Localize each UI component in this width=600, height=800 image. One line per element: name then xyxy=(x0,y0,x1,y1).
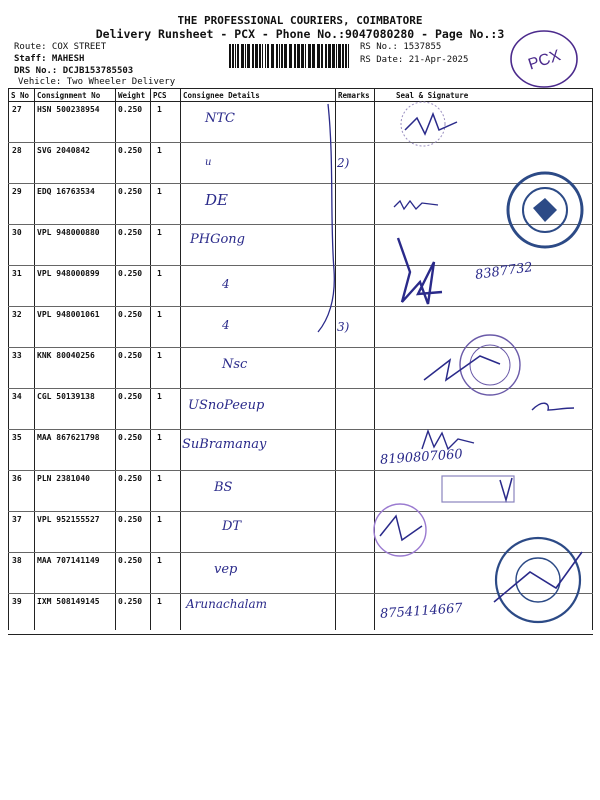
row-sno: 30 xyxy=(12,228,22,237)
signature-30-31 xyxy=(390,232,450,312)
column-header-consignee: Consignee Details xyxy=(183,91,260,100)
row-consignment: MAA 707141149 xyxy=(37,556,100,565)
row-consignee-handwriting: 4 xyxy=(222,318,230,332)
row-weight: 0.250 xyxy=(118,105,143,114)
route-label: Route: COX STREET xyxy=(14,42,107,52)
drs-label: DRS No.: DCJB153785503 xyxy=(14,66,134,76)
barcode-bar xyxy=(271,44,274,68)
rs-date: RS Date: 21-Apr-2025 xyxy=(360,55,469,65)
barcode-bar xyxy=(276,44,278,68)
barcode-bar xyxy=(262,44,263,68)
barcode-bar xyxy=(241,44,244,68)
row-sno: 31 xyxy=(12,269,22,278)
row-sno: 33 xyxy=(12,351,22,360)
row-pcs: 1 xyxy=(157,187,162,196)
signature-note-35: 8190807060 xyxy=(379,447,464,468)
company-title: THE PROFESSIONAL COURIERS, COIMBATORE xyxy=(177,14,423,27)
row-sno: 38 xyxy=(12,556,22,565)
row-sno: 36 xyxy=(12,474,22,483)
barcode-bar xyxy=(284,44,287,68)
signature-27 xyxy=(395,100,475,150)
row-weight: 0.250 xyxy=(118,351,143,360)
row-sno: 27 xyxy=(12,105,22,114)
pcx-stamp-text: PCX xyxy=(526,47,563,74)
row-sno: 39 xyxy=(12,597,22,606)
table-bottom-border xyxy=(8,634,593,635)
row-pcs: 1 xyxy=(157,433,162,442)
row-remarks-handwriting: 3) xyxy=(337,320,350,334)
seal-stamp-enterprises xyxy=(490,532,586,628)
barcode-bar xyxy=(265,44,266,68)
seal-stamp-37 xyxy=(366,500,436,560)
barcode-bar xyxy=(325,44,327,68)
barcode-bar xyxy=(321,44,323,68)
barcode-bar xyxy=(332,44,335,68)
barcode-bar xyxy=(267,44,269,68)
row-weight: 0.250 xyxy=(118,556,143,565)
column-header-remarks: Remarks xyxy=(338,91,370,100)
column-header-pcs: PCS xyxy=(153,91,167,100)
col-divider xyxy=(115,88,116,630)
barcode-bar xyxy=(338,44,341,68)
col-divider xyxy=(150,88,151,630)
row-weight: 0.250 xyxy=(118,228,143,237)
signature-33 xyxy=(420,350,510,390)
barcode-bar xyxy=(312,44,315,68)
column-header-weight: Weight xyxy=(118,91,146,100)
barcode-bar xyxy=(305,44,306,68)
barcode-bar xyxy=(308,44,311,68)
barcode-bar xyxy=(345,44,347,68)
row-consignment: MAA 867621798 xyxy=(37,433,100,442)
barcode-bar xyxy=(297,44,300,68)
column-header-sno: S No xyxy=(11,91,30,100)
row-pcs: 1 xyxy=(157,597,162,606)
row-sno: 32 xyxy=(12,310,22,319)
row-consignment: EDQ 16763534 xyxy=(37,187,95,196)
column-header-consignment: Consignment No xyxy=(37,91,101,100)
barcode xyxy=(229,44,353,68)
row-consignee-handwriting: DT xyxy=(222,519,242,534)
signature-note-39: 8754114667 xyxy=(379,601,464,622)
table-row xyxy=(8,429,593,430)
row-pcs: 1 xyxy=(157,269,162,278)
row-weight: 0.250 xyxy=(118,146,143,155)
barcode-bar xyxy=(235,44,236,68)
row-pcs: 1 xyxy=(157,515,162,524)
row-consignee-handwriting: 4 xyxy=(222,277,230,291)
barcode-bar xyxy=(348,44,349,68)
row-remarks-handwriting: 2) xyxy=(337,156,350,170)
barcode-bar xyxy=(336,44,337,68)
row-consignee-handwriting: u xyxy=(205,157,212,168)
row-pcs: 1 xyxy=(157,392,162,401)
row-consignee-handwriting: BS xyxy=(214,480,233,495)
barcode-bar xyxy=(229,44,231,68)
row-consignment: IXM 508149145 xyxy=(37,597,100,606)
row-consignee-handwriting: PHGong xyxy=(190,232,245,247)
row-weight: 0.250 xyxy=(118,269,143,278)
row-consignee-handwriting: vep xyxy=(214,562,238,577)
barcode-bar xyxy=(245,44,246,68)
rs-number: RS No.: 1537855 xyxy=(360,42,442,52)
row-consignment: VPL 952155527 xyxy=(37,515,100,524)
signature-29 xyxy=(392,195,442,215)
seal-stamp-36 xyxy=(440,470,520,510)
signature-34 xyxy=(528,398,578,418)
row-sno: 28 xyxy=(12,146,22,155)
row-consignee-handwriting: NTC xyxy=(205,111,235,126)
row-consignee-handwriting: SuBramanay xyxy=(182,437,267,452)
row-consignment: VPL 948000899 xyxy=(37,269,100,278)
col-divider xyxy=(8,88,9,630)
row-sno: 35 xyxy=(12,433,22,442)
runsheet-subtitle: Delivery Runsheet - PCX - Phone No.:9047080280 - Page No.:3 xyxy=(95,27,505,41)
vehicle-label: Vehicle: Two Wheeler Delivery xyxy=(18,77,176,87)
col-divider xyxy=(180,88,181,630)
row-pcs: 1 xyxy=(157,310,162,319)
row-weight: 0.250 xyxy=(118,392,143,401)
row-consignee-handwriting: DE xyxy=(205,191,228,209)
row-pcs: 1 xyxy=(157,556,162,565)
row-weight: 0.250 xyxy=(118,187,143,196)
seal-stamp-electricals xyxy=(505,170,585,250)
row-consignment: HSN 500238954 xyxy=(37,105,100,114)
barcode-bar xyxy=(232,44,234,68)
row-consignee-handwriting: Arunachalam xyxy=(186,597,267,611)
barcode-bar xyxy=(281,44,283,68)
row-sno: 29 xyxy=(12,187,22,196)
barcode-bar xyxy=(328,44,331,68)
row-pcs: 1 xyxy=(157,228,162,237)
table-top-border xyxy=(8,88,593,89)
barcode-bar xyxy=(294,44,296,68)
row-pcs: 1 xyxy=(157,146,162,155)
table-row xyxy=(8,511,593,512)
col-divider xyxy=(592,88,593,630)
barcode-bar xyxy=(259,44,261,68)
row-consignee-handwriting: Nsc xyxy=(222,357,248,372)
barcode-bar xyxy=(252,44,254,68)
row-consignment: PLN 2381040 xyxy=(37,474,90,483)
barcode-bar xyxy=(301,44,304,68)
col-divider xyxy=(34,88,35,630)
row-sno: 34 xyxy=(12,392,22,401)
row-weight: 0.250 xyxy=(118,597,143,606)
staff-label: Staff: MAHESH xyxy=(14,54,85,64)
row-pcs: 1 xyxy=(157,474,162,483)
row-weight: 0.250 xyxy=(118,474,143,483)
row-consignee-handwriting: USnoPeeup xyxy=(188,398,265,413)
barcode-bar xyxy=(255,44,258,68)
row-consignment: KNK 80040256 xyxy=(37,351,95,360)
pen-stroke xyxy=(300,100,340,340)
row-consignment: VPL 948000880 xyxy=(37,228,100,237)
row-weight: 0.250 xyxy=(118,310,143,319)
row-weight: 0.250 xyxy=(118,433,143,442)
row-consignment: CGL 50139138 xyxy=(37,392,95,401)
barcode-bar xyxy=(317,44,320,68)
row-sno: 37 xyxy=(12,515,22,524)
barcode-bar xyxy=(279,44,280,68)
barcode-bar xyxy=(289,44,292,68)
row-pcs: 1 xyxy=(157,105,162,114)
barcode-bar xyxy=(237,44,239,68)
row-pcs: 1 xyxy=(157,351,162,360)
row-consignment: SVG 2040842 xyxy=(37,146,90,155)
row-consignment: VPL 948001061 xyxy=(37,310,100,319)
barcode-bar xyxy=(247,44,250,68)
signature-note-31: 8387732 xyxy=(474,260,534,283)
barcode-bar xyxy=(342,44,344,68)
column-header-signature: Seal & Signature xyxy=(396,91,469,100)
row-weight: 0.250 xyxy=(118,515,143,524)
pcx-stamp xyxy=(508,28,580,90)
